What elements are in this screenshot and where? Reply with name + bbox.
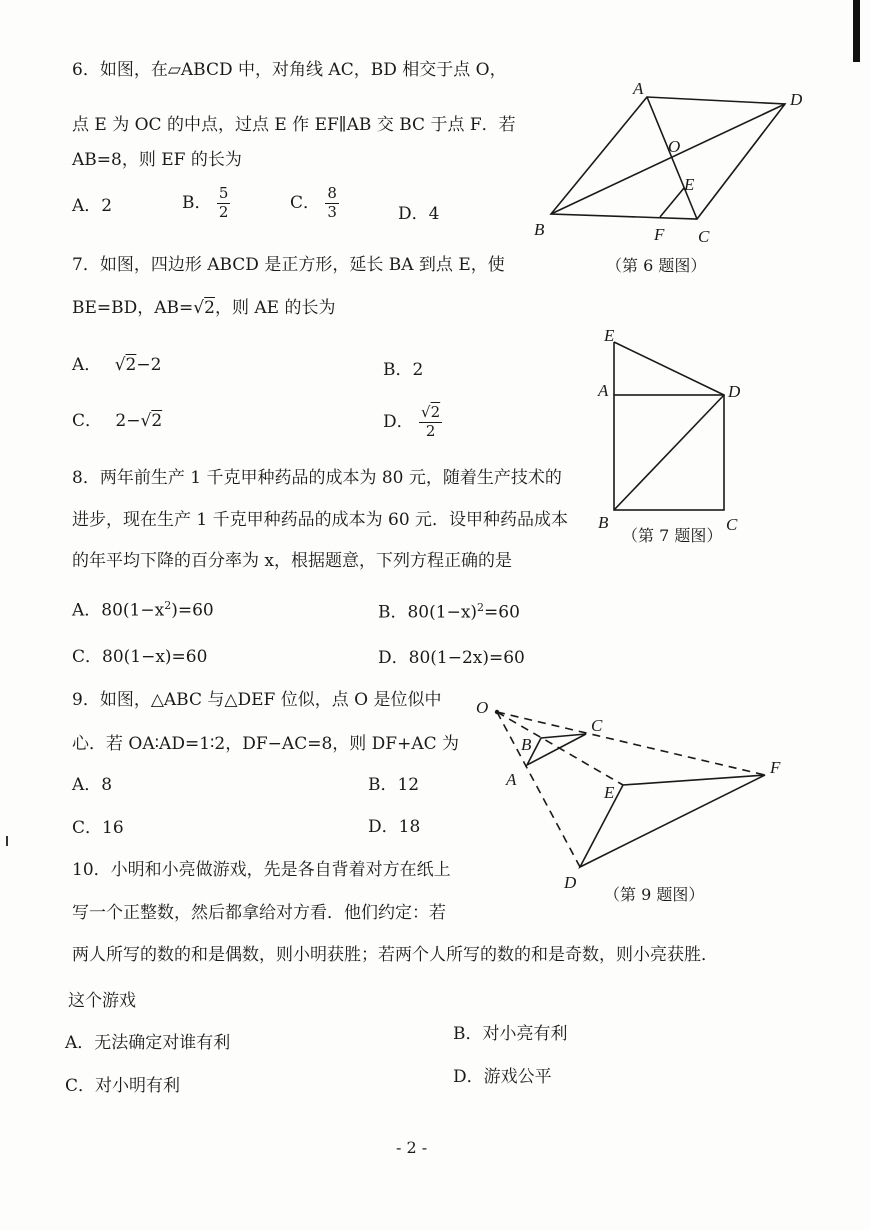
q7-option-b: B．2 xyxy=(383,360,424,380)
q7-d-radicand: 2 xyxy=(430,403,441,421)
q8-option-b-exponent: 2 xyxy=(477,601,485,614)
q7-option-a-rest: −2 xyxy=(136,355,162,375)
q6-label-f: F xyxy=(654,225,665,244)
q7-option-c-pre: 2− xyxy=(115,411,141,431)
q8-option-d: D．80(1−2x)=60 xyxy=(378,648,525,668)
q8-line1: 8．两年前生产 1 千克甲种药品的成本为 80 元，随着生产技术的 xyxy=(72,468,562,488)
q6-label-e: E xyxy=(684,175,695,194)
q9-label-c: C xyxy=(591,716,603,735)
q8-line3: 的年平均下降的百分率为 x，根据题意，下列方程正确的是 xyxy=(72,551,512,571)
q6-b-denominator: 2 xyxy=(218,202,229,221)
q7-label-b: B xyxy=(598,513,609,532)
q6-line2: 点 E 为 OC 的中点，过点 E 作 EF∥AB 交 BC 于点 F．若 xyxy=(72,115,516,135)
q6-c-numerator: 8 xyxy=(327,184,337,202)
q10-option-b: B．对小亮有利 xyxy=(453,1024,568,1044)
q6-label-b: B xyxy=(534,220,545,239)
q6-option-a: A．2 xyxy=(72,196,113,216)
q7-d-denominator: 2 xyxy=(425,421,436,440)
q7-option-a-radicand: 2 xyxy=(125,355,137,375)
q6-b-numerator: 5 xyxy=(218,184,229,202)
q6-option-b-label: B． xyxy=(182,192,212,213)
q7-label-a: A xyxy=(598,381,609,400)
q7-label-e: E xyxy=(604,326,615,345)
q6-option-c-label: C． xyxy=(290,192,321,213)
q9-ray-of xyxy=(497,712,765,775)
q7-option-a-label: A． xyxy=(72,355,102,375)
q10-line3: 两人所写的数的和是偶数，则小明获胜；若两个人所写的数的和是奇数，则小亮获胜． xyxy=(72,945,718,965)
q6-label-o: O xyxy=(668,137,681,156)
q9-point-o xyxy=(495,710,499,714)
q9-option-b: B．12 xyxy=(368,775,420,795)
q8-option-b-pre: B．80(1−x) xyxy=(378,602,478,623)
q9-label-o: O xyxy=(476,698,489,717)
q9-figure-caption: （第 9 题图） xyxy=(604,885,705,904)
q10-option-a: A．无法确定对谁有利 xyxy=(65,1033,231,1053)
q10-line1: 10．小明和小亮做游戏，先是各自背着对方在纸上 xyxy=(72,860,451,880)
q7-line2-start: BE=BD，AB= xyxy=(72,298,194,318)
page-number: - 2 - xyxy=(396,1138,428,1157)
q7-line1: 7．如图，四边形 ABCD 是正方形，延长 BA 到点 E，使 xyxy=(72,255,505,275)
q6-label-a: A xyxy=(633,79,644,98)
q8-option-a-post: )=60 xyxy=(171,600,214,621)
q9-label-b: B xyxy=(521,735,532,754)
q7-d-numerator: √2 xyxy=(421,403,441,421)
q8-option-c: C．80(1−x)=60 xyxy=(72,647,208,667)
q10-option-c: C．对小明有利 xyxy=(65,1076,181,1096)
q9-line1: 9．如图，△ABC 与△DEF 位似，点 O 是位似中 xyxy=(72,690,442,710)
q8-line2: 进步，现在生产 1 千克甲种药品的成本为 60 元．设甲种药品成本 xyxy=(72,510,569,530)
q9-option-d: D．18 xyxy=(368,817,421,837)
q6-label-d: D xyxy=(790,90,803,109)
q6-line3: AB=8，则 EF 的长为 xyxy=(72,150,242,170)
q8-option-a-pre: A．80(1−x xyxy=(72,600,165,621)
q10-option-d: D．游戏公平 xyxy=(453,1067,552,1087)
q9-label-a: A xyxy=(506,770,517,789)
q7-option-a-sqrt-sign: √ xyxy=(114,355,126,375)
q7-label-d: D xyxy=(728,382,741,401)
q9-option-c: C．16 xyxy=(72,818,124,838)
q6-line1: 6．如图，在▱ABCD 中，对角线 AC，BD 相交于点 O， xyxy=(72,60,507,80)
q6-option-d: D．4 xyxy=(398,204,440,224)
q10-line2: 写一个正整数，然后都拿给对方看．他们约定：若 xyxy=(72,903,446,923)
q8-option-a-exponent: 2 xyxy=(164,599,172,612)
q8-option-b-post: =60 xyxy=(484,602,520,623)
q9-label-d: D xyxy=(564,873,577,892)
q9-triangle-abc xyxy=(527,734,586,765)
q9-line2: 心．若 OA∶AD=1∶2，DF−AC=8，则 DF+AC 为 xyxy=(72,734,460,754)
q6-c-denominator: 3 xyxy=(327,202,337,221)
q7-sqrt-sign: √ xyxy=(193,298,205,318)
q7-line2-end: ，则 AE 的长为 xyxy=(214,298,336,318)
q6-label-c: C xyxy=(698,227,710,246)
q9-label-e: E xyxy=(604,783,615,802)
q7-sqrt-radicand: 2 xyxy=(204,298,215,318)
q7-figure-caption: （第 7 题图） xyxy=(622,526,723,545)
q7-option-c-sqrt-sign: √ xyxy=(140,411,152,431)
q7-option-d-label: D． xyxy=(383,411,414,432)
q7-option-c-label: C． xyxy=(72,411,103,431)
q6-figure-caption: （第 6 题图） xyxy=(606,256,707,275)
q9-option-a: A．8 xyxy=(72,775,113,795)
q9-label-f: F xyxy=(770,758,781,777)
q10-line4: 这个游戏 xyxy=(68,991,136,1011)
q7-label-c: C xyxy=(726,515,738,534)
q7-option-c-radicand: 2 xyxy=(151,411,163,431)
